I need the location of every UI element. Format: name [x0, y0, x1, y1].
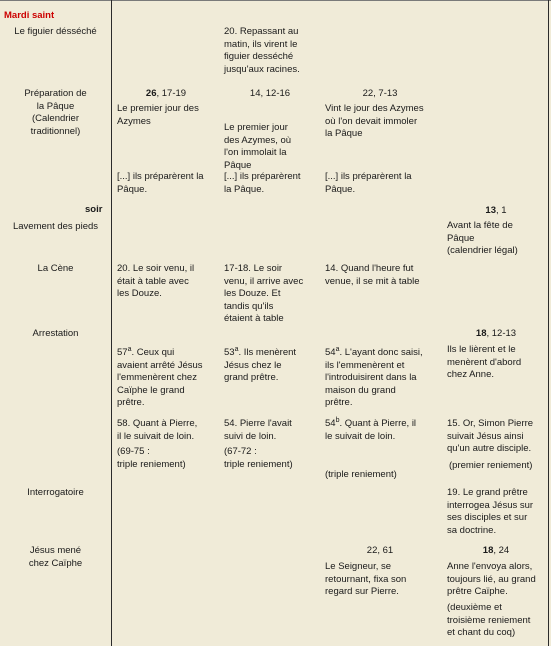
text-line: tandis qu'ils [224, 300, 274, 312]
text-line: Pâque. [325, 183, 356, 195]
text-line: Ils le lièrent et le [447, 344, 516, 355]
text-line: (deuxième et [447, 602, 502, 613]
text-line: les Douze. Et [224, 288, 281, 300]
text-line: Le premier jour des [117, 103, 199, 114]
text-line: (triple reniement) [325, 469, 397, 480]
jean-caiphe-text [447, 561, 549, 599]
text-line: venue, il se mit à table [325, 275, 420, 287]
matthieu-arrestation-b [117, 418, 221, 443]
text-line: [...] ils préparèrent la [117, 171, 204, 182]
text-line: Vint le jour des Azymes [325, 103, 424, 114]
text-line: Pâque. [117, 183, 148, 195]
text-line: 15. Or, Simon Pierre [447, 418, 534, 429]
text-line: prêtre Caïphe. [447, 586, 508, 598]
marc-cene-text [224, 263, 322, 326]
luc-arrestation-a: 54$^a$. L'ayant donc saisi, ils l'emmenèrent et l'introduisirent dans la maison du grand prêtre. [325, 345, 423, 409]
text-line: 20. Repassant au [224, 26, 299, 37]
text-line: triple reniement) [117, 458, 186, 470]
text-line: suivi de loin. [224, 430, 277, 442]
luc-preparation-a [325, 103, 441, 141]
text-line: Le figuier désséché [14, 26, 97, 37]
jean-ref-arrestation: 18, 12-13 [475, 328, 517, 339]
text-line: des Azymes, où [224, 134, 292, 146]
luc-reniement [325, 469, 443, 482]
luc-caiphe-text [325, 561, 443, 599]
jean-lavement-text [447, 220, 547, 258]
text-line: chez Anne. [447, 369, 495, 381]
text-line: chez Caïphe [28, 557, 83, 569]
text-line: La Cène [37, 263, 74, 274]
text-line: 54. Pierre l'avait [224, 418, 292, 429]
matthieu-cene-text [117, 263, 221, 301]
text-line: toujours lié, au grand [447, 573, 536, 585]
row-label-lavement [0, 221, 111, 234]
text-line: triple reniement) [224, 458, 293, 470]
row-label-cene [0, 263, 111, 276]
jean-interrogatoire-text [447, 487, 547, 537]
marc-arrestation-a: 53$^a$. Ils menèrent Jésus chez le grand prêtre. [224, 345, 297, 384]
text-line: matin, ils virent le [224, 38, 298, 50]
text-line: Le premier jour [224, 122, 288, 133]
text-line: [...] ils préparèrent la [325, 171, 412, 182]
matthieu-ref-preparation: 26, 17-19 [145, 88, 187, 99]
text-line: 14. Quand l'heure fut [325, 263, 414, 274]
text-line: 17-18. Le soir [224, 263, 283, 274]
section-title: Mardi saint [4, 10, 55, 21]
text-line: retournant, fixa son [325, 573, 407, 585]
text-line: figuier desséché [224, 51, 294, 63]
luc-preparation-b [325, 171, 441, 196]
row-label-preparation [0, 88, 111, 138]
text-line: Le Seigneur, se [325, 561, 392, 572]
text-line: troisième reniement [447, 614, 531, 626]
text-line: Lavement des pieds [12, 221, 99, 232]
jean-reniement [449, 460, 549, 473]
jean-arrestation-b [447, 418, 547, 456]
text-line: traditionnel) [30, 125, 81, 137]
marc-figuier-text [224, 26, 324, 76]
text-line: sa doctrine. [447, 524, 497, 536]
row-label-arrestation [0, 328, 111, 341]
text-line: et chant du coq) [447, 627, 516, 639]
text-line: il le suivait de loin. [117, 430, 195, 442]
column-divider-labels [111, 0, 112, 646]
matthieu-preparation-a [117, 103, 221, 128]
matthieu-reniement [117, 446, 221, 471]
text-line: Pâque [447, 232, 475, 244]
jean-ref-lavement: 13, 1 [485, 205, 507, 216]
text-line: était à table avec [117, 275, 189, 287]
soir-label: soir [85, 204, 103, 215]
text-line: regard sur Pierre. [325, 586, 399, 598]
row-label-interrogatoire [0, 487, 111, 500]
text-line: 20. Le soir venu, il [117, 263, 195, 274]
jean-caiphe-reniement [447, 602, 549, 640]
text-line: interrogea Jésus sur [447, 499, 534, 511]
marc-preparation-a [224, 122, 320, 172]
text-line: suivait Jésus ainsi [447, 430, 524, 442]
luc-arrestation-b: 54$^b$. Quant à Pierre, il le suivait de loin. [325, 416, 417, 442]
row-label-figuier [0, 26, 111, 39]
luc-cene-text [325, 263, 443, 288]
marc-ref-preparation: 14, 12-16 [249, 88, 291, 99]
jean-ref-caiphe: 18, 24 [482, 545, 510, 556]
jean-arrestation-a [447, 344, 547, 382]
text-line: Anne l'envoya alors, [447, 561, 533, 572]
text-line: (69-75 : [117, 446, 150, 457]
text-line: 58. Quant à Pierre, [117, 418, 198, 429]
text-line: la Pâque. [224, 183, 265, 195]
marc-reniement [224, 446, 320, 471]
marc-arrestation-b [224, 418, 320, 443]
text-line: Préparation de [24, 88, 87, 99]
text-line: [...] ils préparèrent [224, 171, 301, 182]
top-border [0, 0, 551, 1]
matthieu-arrestation-a: 57$^a$. Ceux qui avaient arrêté Jésus l'emmenèrent chez Caïphe le grand prêtre. [117, 345, 203, 409]
luc-ref-preparation: 22, 7-13 [362, 88, 398, 99]
text-line: la Pâque [36, 100, 75, 112]
text-line: étaient à table [224, 313, 284, 325]
text-line: jusqu'aux racines. [224, 63, 300, 75]
text-line: 19. Le grand prêtre [447, 487, 528, 498]
text-line: la Pâque [325, 128, 363, 140]
text-line: l'on immolait la [224, 147, 287, 159]
text-line: Azymes [117, 115, 151, 127]
text-line: menèrent d'abord [447, 356, 522, 368]
text-line: (calendrier légal) [447, 245, 518, 257]
text-line: Avant la fête de [447, 220, 513, 231]
text-line: ses disciples et sur [447, 512, 528, 524]
text-line: les Douze. [117, 288, 162, 300]
text-line: Arrestation [32, 328, 79, 339]
text-line: où l'on devait immoler [325, 115, 418, 127]
text-line: (Calendrier [32, 113, 79, 125]
column-divider-right [548, 0, 549, 646]
text-line: (67-72 : [224, 446, 257, 457]
text-line: Interrogatoire [27, 487, 84, 498]
marc-preparation-b [224, 171, 320, 196]
text-line: Pâque [224, 159, 252, 171]
row-label-caiphe [0, 545, 111, 570]
text-line: Jésus mené [29, 545, 82, 556]
text-line: (premier reniement) [449, 460, 533, 471]
matthieu-preparation-b [117, 171, 221, 196]
luc-ref-caiphe: 22, 61 [366, 545, 394, 556]
text-line: qu'un autre disciple. [447, 443, 532, 455]
text-line: venu, il arrive avec [224, 275, 304, 287]
